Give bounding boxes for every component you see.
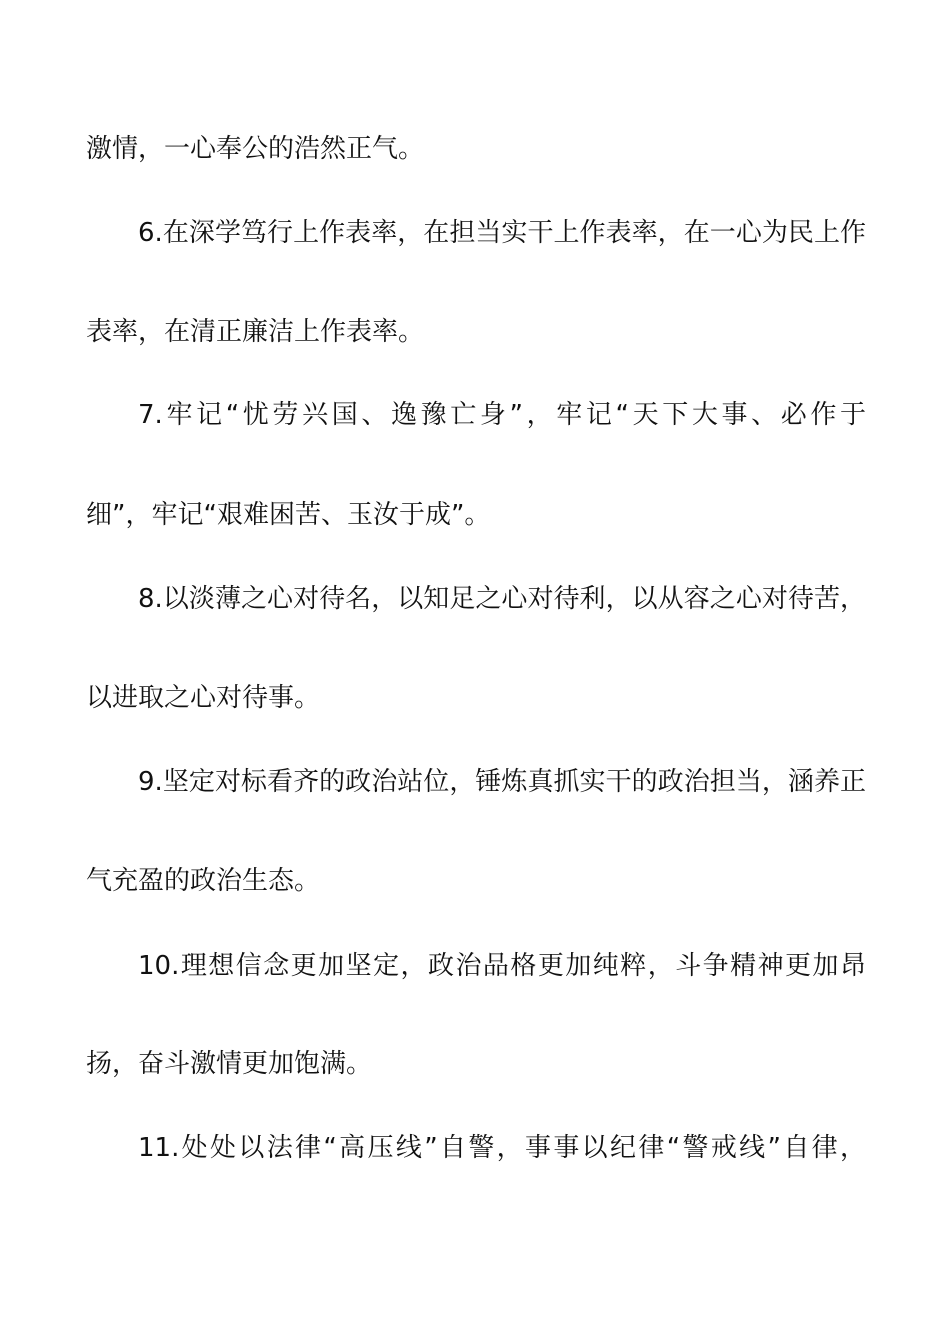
item-10-first-line: 10.理想信念更加坚定，政治品格更加纯粹，斗争精神更加昂 [138,951,866,981]
item-8-first-line: 8.以淡薄之心对待名，以知足之心对待利，以从容之心对待苦， [138,584,866,614]
item-8-second-line: 以进取之心对待事。 [86,683,321,713]
item-9-second-line: 气充盈的政治生态。 [86,866,321,896]
item-7-first-line: 7.牢记“忧劳兴国、逸豫亡身”，牢记“天下大事、必作于 [138,400,866,430]
item-11-first-line: 11.处处以法律“高压线”自警，事事以纪律“警戒线”自律， [138,1133,866,1163]
item-10-second-line: 扬，奋斗激情更加饱满。 [86,1049,373,1079]
item-7-second-line: 细”，牢记“艰难困苦、玉汝于成”。 [86,500,491,530]
text-line-continuation: 激情，一心奉公的浩然正气。 [86,134,425,164]
item-6-second-line: 表率，在清正廉洁上作表率。 [86,317,425,347]
item-6-first-line: 6.在深学笃行上作表率，在担当实干上作表率，在一心为民上作 [138,218,866,248]
item-9-first-line: 9.坚定对标看齐的政治站位，锤炼真抓实干的政治担当，涵养正 [138,767,866,797]
